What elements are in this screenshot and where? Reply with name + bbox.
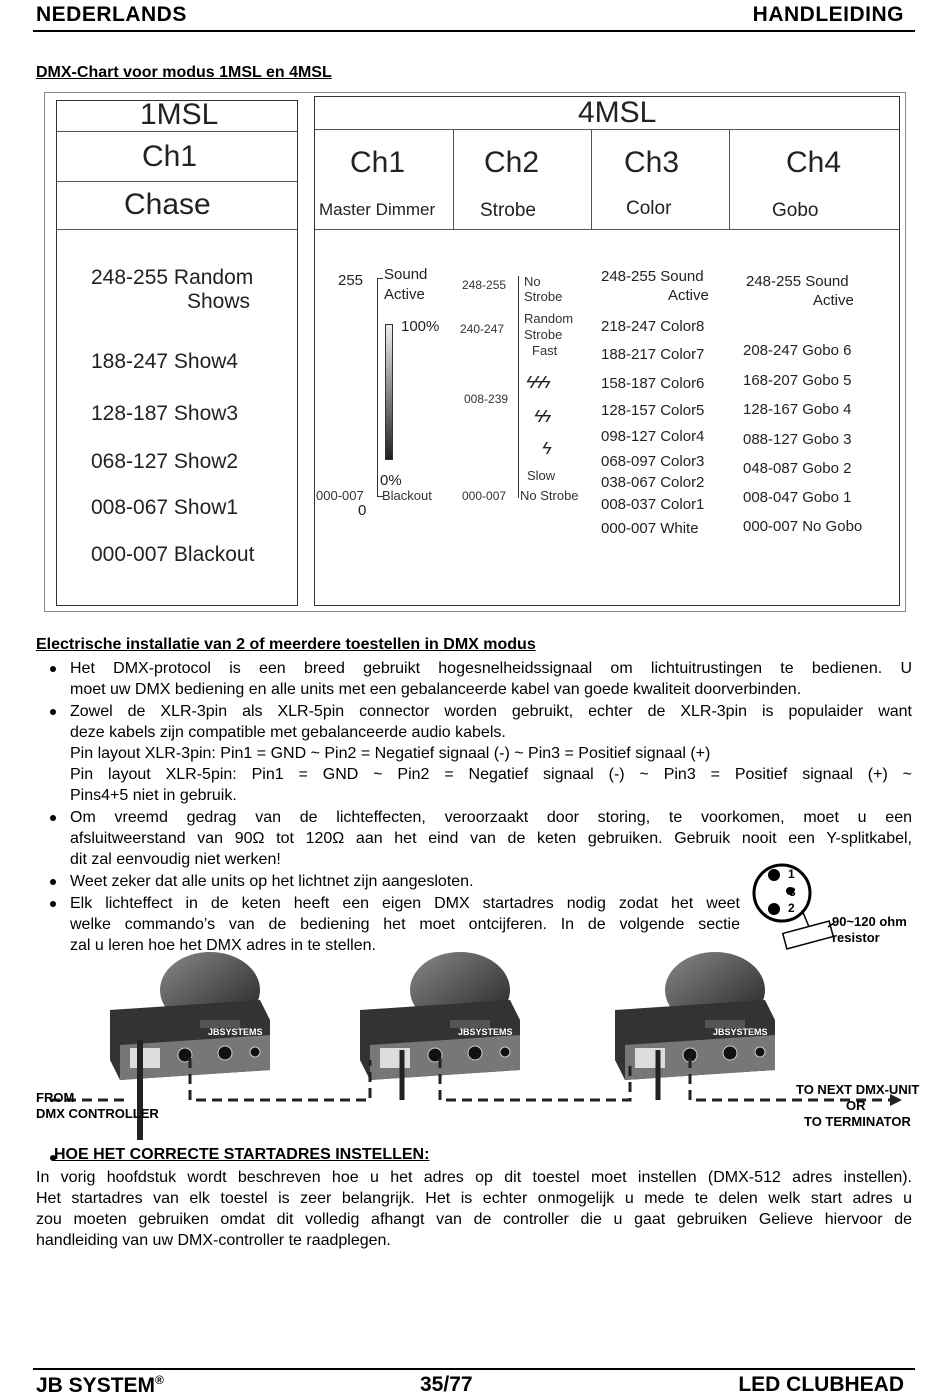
ch2-label: Strobe — [524, 327, 563, 342]
section-title: Electrische installatie van 2 of meerdere toestellen in DMX modus — [36, 636, 536, 653]
from-controller-label: DMX CONTROLLER — [36, 1106, 159, 1121]
msl1-mode: 1MSL — [140, 98, 219, 131]
pin-3-label: 3 — [789, 885, 796, 899]
strobe-fast-icon: ϟϟϟ — [526, 372, 549, 392]
msl1-function: Chase — [124, 188, 211, 221]
msl1-row: 008-067 Show1 — [91, 496, 239, 519]
msl1-row: 188-247 Show4 — [91, 350, 239, 373]
ch4-row: 208-247 Gobo 6 — [743, 342, 852, 359]
ch1-pct-0: 0% — [380, 472, 402, 489]
msl4-ch4-function: Gobo — [772, 200, 819, 221]
msl4-ch1-name: Ch1 — [350, 146, 406, 179]
bullet-item: Weet zeker dat alle units op het lichtnet zijn aangesloten. — [36, 871, 912, 892]
msl4-ch2-function: Strobe — [480, 200, 536, 221]
bullet-item: Elk lichteffect in de keten heeft een eigen DMX startadres nodig zodat het weet welke commando’s van de bediening het moet ontcijferen. In de volgende sectie zal u leren hoe het DMX adres in te stellen. — [36, 893, 740, 956]
ch1-range-low: 000-007 — [316, 488, 364, 503]
bullet-item: Het DMX-protocol is een breed gebruikt hogesnelheidssignaal om lichtuitrustingen te bedienen. U moet uw DMX bediening en alle units met een gebalanceerde kabel van goede kwaliteit doorverbinden. — [36, 658, 912, 700]
ch4-sound: 248-255 Sound — [746, 273, 849, 290]
ch1-pct-100: 100% — [401, 318, 440, 335]
msl1-row: 128-187 Show3 — [91, 402, 239, 425]
msl4-ch3-name: Ch3 — [624, 146, 680, 179]
ch2-slow: Slow — [527, 468, 556, 483]
strobe-medium-icon: ϟϟ — [534, 406, 550, 426]
section-title: HOE HET CORRECTE STARTADRES INSTELLEN: — [54, 1146, 430, 1163]
device-brand-label: JBSYSTEMS — [208, 1027, 263, 1037]
ch3-row: 038-067 Color2 — [601, 474, 705, 491]
ch4-row: 048-087 Gobo 2 — [743, 460, 852, 477]
ch1-zero: 0 — [358, 502, 367, 519]
msl4-mode: 4MSL — [578, 96, 657, 129]
ch1-blackout: Blackout — [382, 488, 432, 503]
footer-brand: JB SYSTEM® — [36, 1373, 164, 1397]
header-language: NEDERLANDS — [36, 3, 187, 26]
ch4-row: 008-047 Gobo 1 — [743, 489, 852, 506]
ch2-label: Random — [524, 311, 574, 326]
msl4-ch3-function: Color — [626, 198, 672, 219]
ch4-row: 088-127 Gobo 3 — [743, 431, 852, 448]
pin-1-label: 1 — [788, 867, 795, 881]
ch2-range: 008-239 — [464, 392, 509, 406]
ch3-row: 128-157 Color5 — [601, 402, 705, 419]
ch2-label: Strobe — [524, 289, 563, 304]
ch2-fast: Fast — [532, 343, 558, 358]
msl1-row: Shows — [187, 290, 251, 313]
ch3-row: 218-247 Color8 — [601, 318, 705, 335]
to-next-unit-label: TO TERMINATOR — [804, 1114, 911, 1129]
header-manual: HANDLEIDING — [752, 3, 904, 26]
ch2-label: No — [524, 274, 541, 289]
bullet-item: Zowel de XLR-3pin als XLR-5pin connector worden gebruikt, echter de XLR-3pin is populaider want deze kabels zijn compatible met gebalanceerde audio kabels. Pin layout XLR-3pin: Pin1 = GND ~ Pin2 = Negatief signaal (-) ~ Pin3 = Positief signaal (+) Pin layout XLR-5pin: Pin1 = GND ~ Pin2 = Negatief signaal (-) ~ Pin3 = Positief signaal (+) ~ Pins4+5 niet in gebruik. — [36, 701, 912, 806]
ch4-active: Active — [813, 292, 854, 309]
ch3-active: Active — [668, 287, 709, 304]
ch3-sound: 248-255 Sound — [601, 268, 704, 285]
ch3-row: 188-217 Color7 — [601, 346, 705, 363]
ch1-active: Active — [384, 286, 425, 303]
ch4-row: 168-207 Gobo 5 — [743, 372, 852, 389]
msl1-row: 000-007 Blackout — [91, 543, 255, 566]
resistor-label: 90~120 ohm — [832, 914, 907, 929]
ch4-row: 000-007 No Gobo — [743, 518, 863, 535]
bullet-list — [36, 893, 740, 957]
dmx-chart — [44, 92, 906, 612]
ch2-range: 000-007 — [462, 489, 507, 503]
device-brand-label: JBSYSTEMS — [713, 1027, 768, 1037]
strobe-slow-icon: ϟ — [542, 438, 550, 458]
device-brand-label: JBSYSTEMS — [458, 1027, 513, 1037]
footer-rule — [33, 1368, 915, 1370]
msl1-row: 248-255 Random — [91, 266, 254, 289]
ch3-row: 158-187 Color6 — [601, 375, 705, 392]
paragraph: In vorig hoofdstuk wordt beschreven hoe u het adres op dit toestel moet instellen (DMX-512 adres instellen). Het startadres van elk toestel is zeer belangrijk. Het is echter onmogelijk u mede te delen welk start adres u zou moeten gebruiken omdat dit volledig afhangt van de controller die u gaat gebruiken Gelieve hiervoor de handleiding van uw DMX-controller te raadplegen. — [36, 1169, 912, 1249]
resistor-label: resistor — [832, 930, 880, 945]
page-number: 35/77 — [420, 1373, 473, 1396]
from-controller-label: FROM — [36, 1090, 75, 1105]
ch1-top-value: 255 — [338, 272, 364, 289]
pin-2-label: 2 — [788, 901, 795, 915]
ch2-range: 240-247 — [460, 322, 505, 336]
bullet-item: Om vreemd gedrag van de lichteffecten, veroorzaakt door storing, te voorkomen, moet u een afsluitweerstand van 90Ω tot 120Ω aan het eind van de keten gebruiken. Gebruik nooit een Y-splitkabel, dit zal eenvoudig niet werken! — [36, 807, 912, 870]
to-next-unit-label: OR — [846, 1098, 866, 1113]
ch2-no-strobe: No Strobe — [520, 488, 579, 503]
ch3-row: 098-127 Color4 — [601, 428, 705, 445]
to-next-unit-label: TO NEXT DMX-UNIT — [796, 1082, 920, 1097]
dmx-chain-illustration — [30, 950, 910, 1140]
ch1-sound: Sound — [384, 266, 428, 283]
ch3-row: 000-007 White — [601, 520, 699, 537]
msl1-row: 068-127 Show2 — [91, 450, 239, 473]
ch3-row: 008-037 Color1 — [601, 496, 705, 513]
ch4-row: 128-167 Gobo 4 — [743, 401, 852, 418]
msl1-channel: Ch1 — [142, 140, 198, 173]
dimmer-gradient-bar — [385, 324, 393, 460]
msl4-ch2-name: Ch2 — [484, 146, 540, 179]
ch2-range: 248-255 — [462, 278, 507, 292]
footer-product: LED CLUBHEAD — [738, 1373, 904, 1396]
header-rule — [33, 30, 915, 32]
ch3-row: 068-097 Color3 — [601, 453, 705, 470]
msl4-ch1-function: Master Dimmer — [319, 200, 436, 219]
msl4-ch4-name: Ch4 — [786, 146, 842, 179]
chart-title: DMX-Chart voor modus 1MSL en 4MSL — [36, 64, 332, 81]
